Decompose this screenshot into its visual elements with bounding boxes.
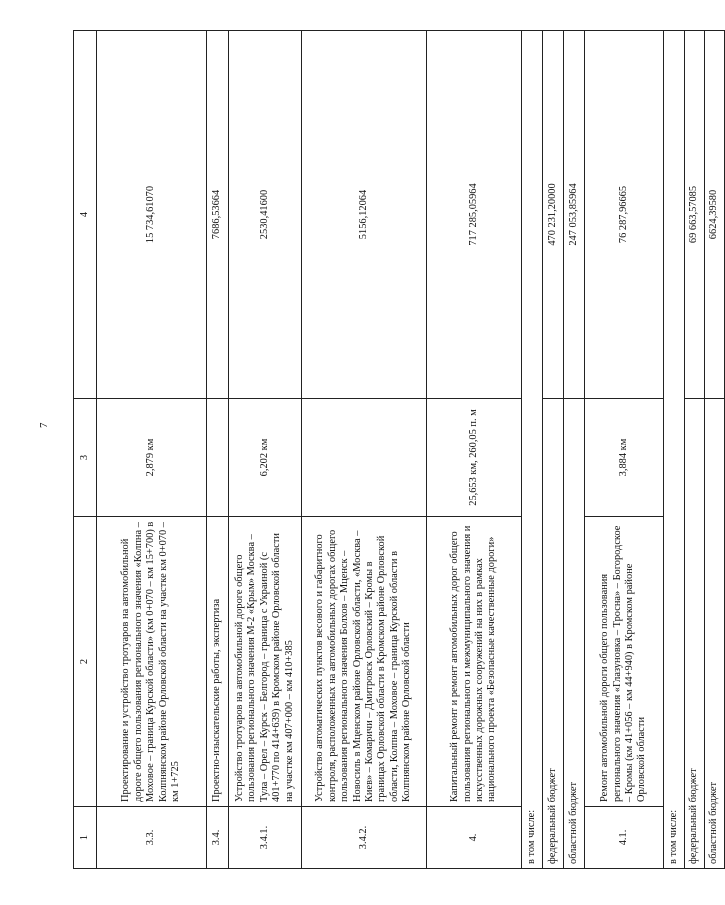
row-number: 3.4.2. [302,807,427,869]
row-description: Устройство автоматических пунктов весового и габаритного контроля, расположенных на автомобильных дорогах общего пользования регионального значения Болхов – Мценск – Новосиль в Мценском районе Орловской области, «Москва – Киев» – Комаричи – Дмитровск Орловский – Кромы в границах Орловской области в Кромском районе Орловской области, Колпна – Моховое – граница Курской области в Колпнянском районе Орловской области [302,517,427,807]
federal-budget-value: 470 231,20000 [543,31,564,399]
row-number: 4.1. [585,807,664,869]
row-description: Капитальный ремонт и ремонт автомобильных дорог общего пользования регионального и межмуниципального значения и искусственных дорожных сооружений на них в рамках национального проекта «Безопасные качественные дороги» [427,517,522,807]
table-row [302,31,427,869]
in-that-number-label: в том числе: [664,31,685,869]
regional-budget-label: областной бюджет [564,399,585,869]
header-col-1: 1 [74,807,97,869]
row-value: 15 734,61070 [97,31,207,399]
header-col-3: 3 [74,399,97,517]
rotated-document [73,31,720,869]
federal-budget-label: федеральный бюджет [543,399,564,869]
header-col-2: 2 [74,517,97,807]
table-row [585,31,664,869]
page-number: 7 [38,422,50,428]
federal-budget-label: федеральный бюджет [685,399,705,869]
row-description: Проектно-изыскательские работы, экспертиза [207,517,229,807]
row-number: 3.3. [97,807,207,869]
row-value: 717 285,05964 [427,31,522,399]
row-description: Ремонт автомобильной дороги общего пользования регионального значения «Глазуновка – Тросна» – Богородское – Кромы (км 41+056 – км 44+940) в Кромском районе Орловской области [585,517,664,807]
row-value: 5156,12064 [302,31,427,399]
table-row [97,31,207,869]
federal-budget-value: 69 663,57085 [685,31,705,399]
federal-budget-row [685,31,705,869]
regional-budget-row [705,31,725,869]
row-unit: 25,653 км, 260,05 п. м [427,399,522,517]
subtotal-label-row [522,31,543,869]
row-number: 4. [427,807,522,869]
header-col-4: 4 [74,31,97,399]
subtotal-label-row [664,31,685,869]
regional-budget-value: 247 053,85964 [564,31,585,399]
row-description: Проектирование и устройство тротуаров на автомобильной дороге общего пользования регионального значения «Колпна – Моховое – граница Курской области» (км 0+070 – км 15+700) в Колпнянском районе Орловской области на участке км 0+070 – км 1+725 [97,517,207,807]
table-row [207,31,229,869]
table-row [229,31,302,869]
row-unit: 2,879 км [97,399,207,517]
table-row [427,31,522,869]
table-header-row [74,31,97,869]
row-value: 76 287,96665 [585,31,664,399]
row-unit: 6,202 км [229,399,302,517]
row-value: 2530,41600 [229,31,302,399]
row-unit: 3,884 км [585,399,664,517]
row-description: Устройство тротуаров на автомобильной дороге общего пользования регионального значения М-2 «Крым» Москва – Тула – Орел – Курск – Белгород – граница с Украиной (с 401+770 по 414+639) в Кромском районе Орловской области на участке км 407+000 – км 410+385 [229,517,302,807]
federal-budget-row [543,31,564,869]
row-unit [302,399,427,517]
budget-table [73,30,725,869]
regional-budget-row [564,31,585,869]
row-unit [207,399,229,517]
regional-budget-value: 6624,39580 [705,31,725,399]
row-value: 7686,53664 [207,31,229,399]
in-that-number-label: в том числе: [522,31,543,869]
regional-budget-label: областной бюджет [705,399,725,869]
row-number: 3.4. [207,807,229,869]
row-number: 3.4.1. [229,807,302,869]
